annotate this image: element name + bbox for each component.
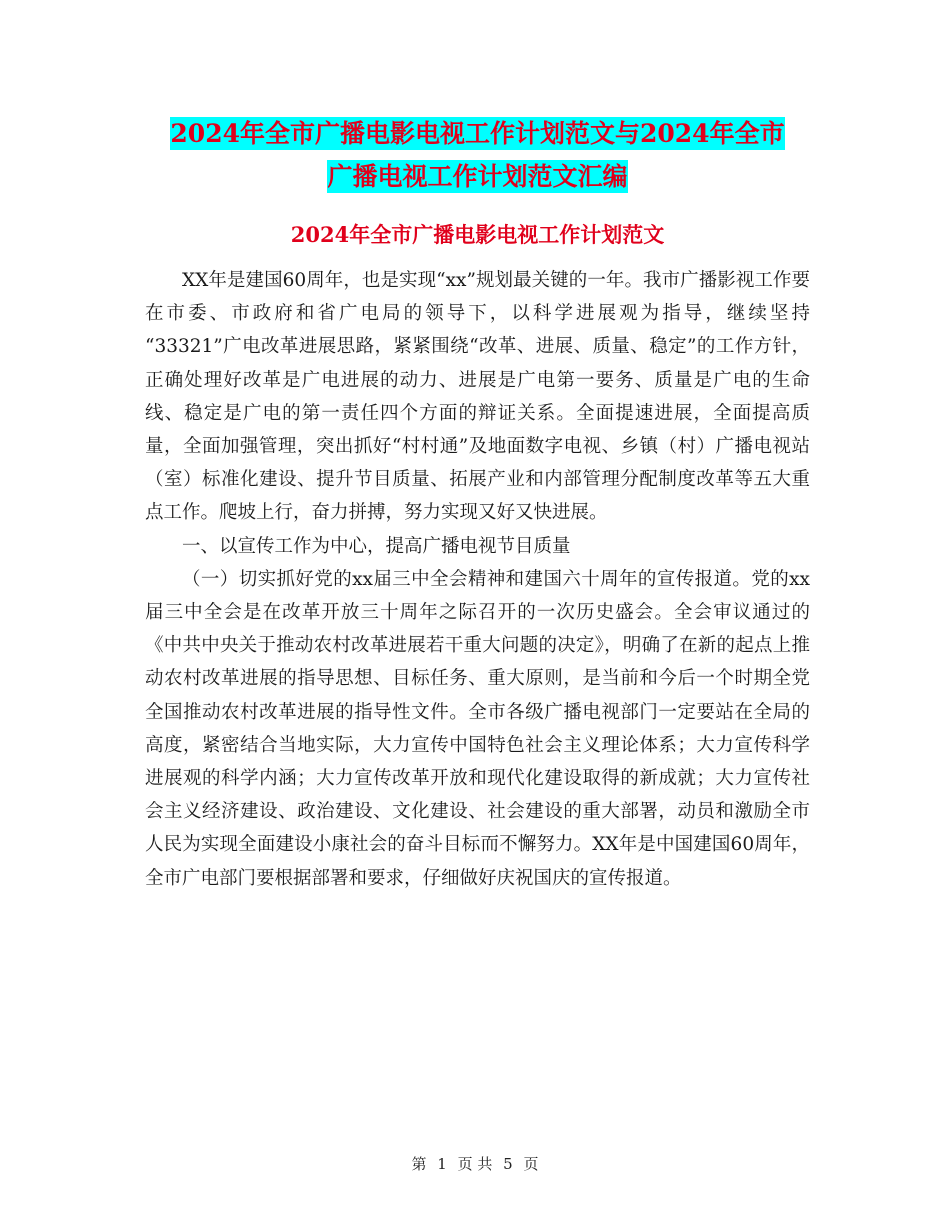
document-title	[145, 112, 810, 198]
title-line-2: 广播电视工作计划范文汇编	[327, 162, 628, 191]
document-body	[145, 264, 810, 895]
footer-mid: 页 共	[457, 1155, 493, 1173]
footer-total-pages: 5	[503, 1155, 513, 1173]
page-footer	[0, 1153, 950, 1174]
title-line-1: 2024年全市广播电影电视工作计划范文与2024年全市	[170, 119, 785, 148]
paragraph-section-1: （一）切实抓好党的xx届三中全会精神和建国六十周年的宣传报道。党的xx届三中全会是在改革开放三十周年之际召开的一次历史盛会。全会审议通过的《中共中央关于推动农村改革进展若干重大问题的决定》，明确了在新的起点上推动农村改革进展的指导思想、目标任务、重大原则，是当前和今后一个时期全党全国推动农村改革进展的指导性文件。全市各级广播电视部门一定要站在全局的高度，紧密结合当地实际，大力宣传中国特色社会主义理论体系；大力宣传科学进展观的科学内涵；大力宣传改革开放和现代化建设取得的新成就；大力宣传社会主义经济建设、政治建设、文化建设、社会建设的重大部署，动员和激励全市人民为实现全面建设小康社会的奋斗目标而不懈努力。XX年是中国建国60周年，全市广电部门要根据部署和要求，仔细做好庆祝国庆的宣传报道。	[145, 568, 810, 889]
footer-page-number: 1	[437, 1155, 447, 1173]
paragraph-intro: XX年是建国60周年，也是实现“xx”规划最关键的一年。我市广播影视工作要在市委、市政府和省广电局的领导下，以科学进展观为指导，继续坚持 “33321”广电改革进展思路，紧紧围绕“改革、进展、质量、稳定”的工作方针，正确处理好改革是广电进展的动力、进展是广电第一要务、质量是广电的生命线、稳定是广电的第一责任四个方面的辩证关系。全面提速进展，全面提高质量，全面加强管理，突出抓好“村村通”及地面数字电视、乡镇（村）广播电视站（室）标准化建设、提升节目质量、拓展产业和内部管理分配制度改革等五大重点工作。爬坡上行，奋力拼搏，努力实现又好又快进展。	[145, 270, 810, 524]
paragraph-heading-1: 一、以宣传工作为中心，提高广播电视节目质量	[182, 535, 571, 557]
footer-suffix: 页	[523, 1155, 539, 1173]
footer-prefix: 第	[411, 1155, 427, 1173]
section-title: 2024年全市广播电影电视工作计划范文	[290, 222, 665, 247]
